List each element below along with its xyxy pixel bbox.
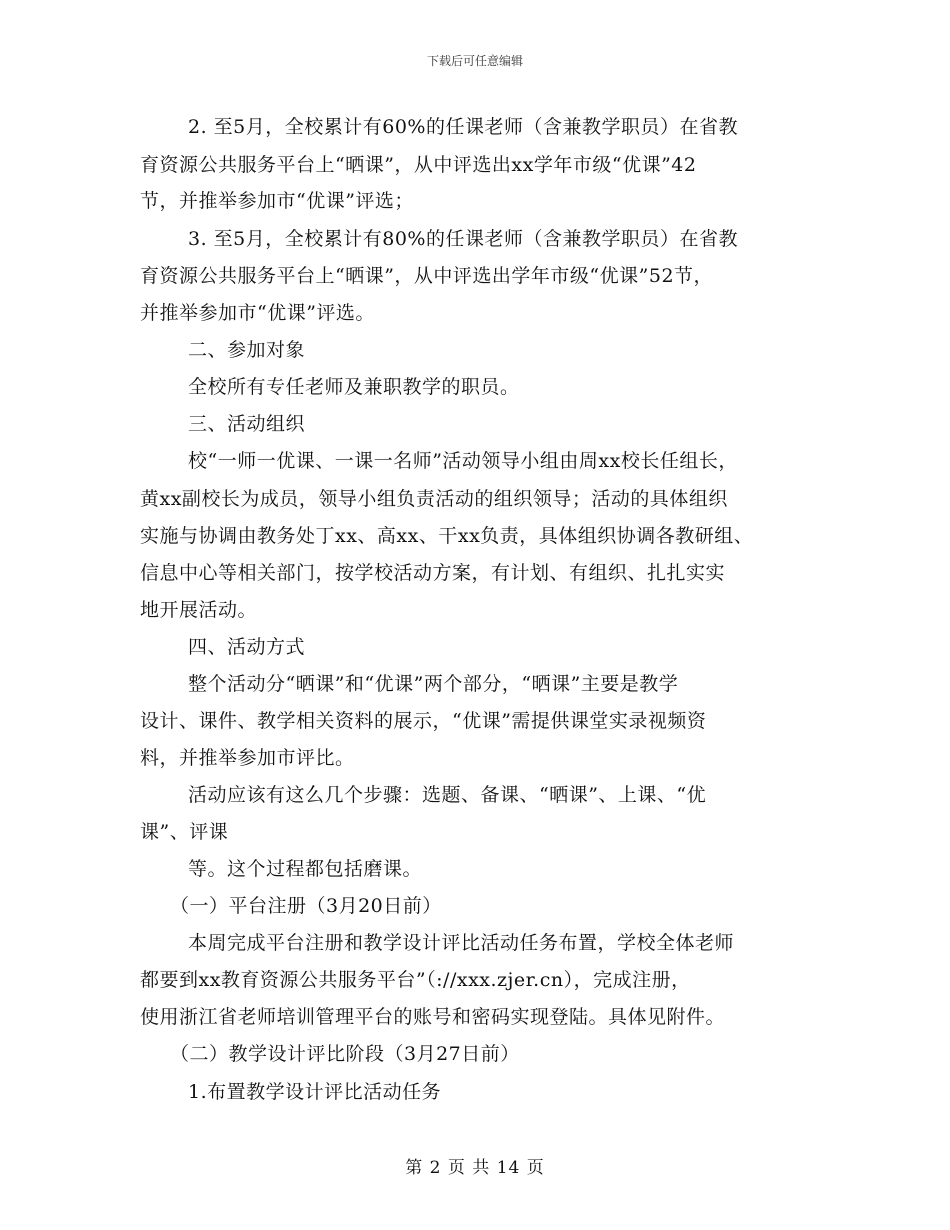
paragraph-line: 整个活动分“晒课”和“优课”两个部分，“晒课”主要是教学 xyxy=(188,673,679,695)
paragraph-line: 节，并推举参加市“优课”评选； xyxy=(140,190,414,212)
paragraph-line: 等。这个过程都包括磨课。 xyxy=(188,858,423,880)
paragraph-line: 并推举参加市“优课”评选。 xyxy=(140,302,375,324)
paragraph-line: 使用浙江省老师培训管理平台的账号和密码实现登陆。具体见附件。 xyxy=(140,1006,726,1028)
paragraph-line: 2. 至5月，全校累计有60%的任课老师（含兼教学职员）在省教 xyxy=(188,116,738,138)
paragraph-line: 都要到xx教育资源公共服务平台”（://xxx.zjer.cn），完成注册， xyxy=(140,969,691,991)
paragraph-line: 全校所有专任老师及兼职教学的职员。 xyxy=(188,376,520,398)
section-heading: 四、活动方式 xyxy=(188,636,306,658)
paragraph-line: 活动应该有这么几个步骤：选题、备课、“晒课”、上课、“优 xyxy=(188,784,707,806)
paragraph-line: 校“一师一优课、一课一名师”活动领导小组由周xx校长任组长， xyxy=(188,450,738,472)
page-header: 下载后可任意编辑 xyxy=(426,54,523,68)
paragraph-line: 地开展活动。 xyxy=(140,599,258,621)
paragraph-line: 育资源公共服务平台上“晒课”，从中评选出学年市级“优课”52节， xyxy=(140,265,714,287)
page-number: 第 2 页 共 14 页 xyxy=(405,1158,545,1178)
subsection-heading: （一）平台注册（3月20日前） xyxy=(170,895,442,917)
paragraph-line: 3. 至5月，全校累计有80%的任课老师（含兼教学职员）在省教 xyxy=(188,228,738,250)
paragraph-line: 课”、评课 xyxy=(140,821,229,843)
paragraph-line: 信息中心等相关部门，按学校活动方案，有计划、有组织、扎扎实实 xyxy=(140,562,726,584)
paragraph-line: 实施与协调由教务处丁xx、高xx、干xx负责，具体组织协调各教研组、 xyxy=(140,525,754,547)
section-heading: 二、参加对象 xyxy=(188,339,306,361)
paragraph-line: 本周完成平台注册和教学设计评比活动任务布置，学校全体老师 xyxy=(188,932,735,954)
paragraph-line: 设计、课件、教学相关资料的展示，“优课”需提供课堂实录视频资 xyxy=(140,710,707,732)
subsection-heading: （二）教学设计评比阶段（3月27日前） xyxy=(170,1043,520,1065)
paragraph-line: 料，并推举参加市评比。 xyxy=(140,747,355,769)
paragraph-line: 1.布置教学设计评比活动任务 xyxy=(188,1081,442,1103)
paragraph-line: 黄xx副校长为成员，领导小组负责活动的组织领导；活动的具体组织 xyxy=(140,488,728,510)
paragraph-line: 育资源公共服务平台上“晒课”，从中评选出xx学年市级“优课”42 xyxy=(140,154,697,176)
section-heading: 三、活动组织 xyxy=(188,413,306,435)
